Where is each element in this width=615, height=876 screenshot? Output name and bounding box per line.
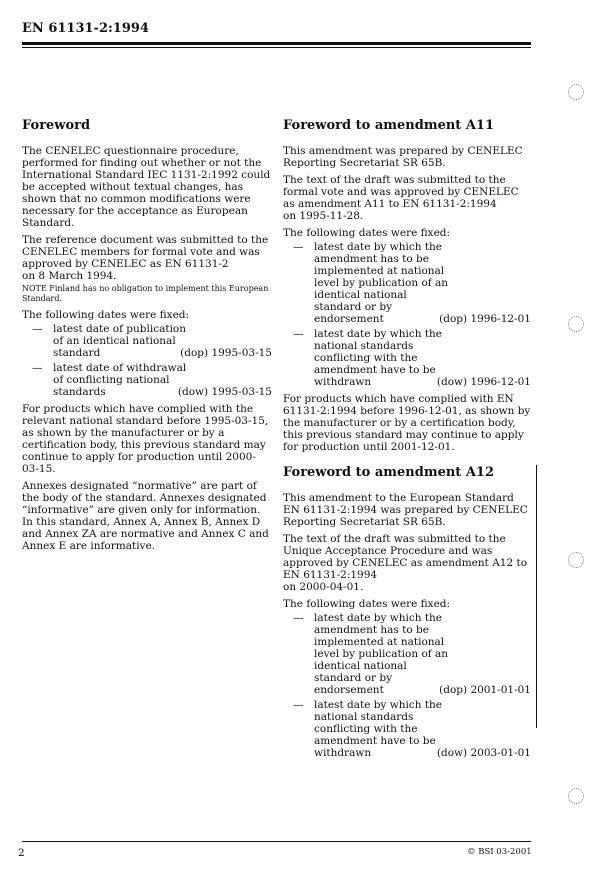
date-text: latest date of withdrawal bbox=[53, 362, 187, 374]
date-text: conflicting with the bbox=[314, 723, 418, 735]
date-item bbox=[283, 612, 531, 696]
date-text: amendment has to be bbox=[314, 624, 429, 636]
date-text: identical national bbox=[314, 660, 407, 672]
a12-paragraph: The text of the draft was submitted to the Unique Acceptance Procedure and was approved by CENELEC as amendment A12 to EN 61131-2:1994 on 2000-04-01. bbox=[283, 533, 528, 593]
date-text: standard or by bbox=[314, 301, 393, 313]
dates-list bbox=[283, 612, 531, 759]
foreword-paragraph: Annexes designated “normative” are part of the body of the standard. Annexes designated “informative” are given only for information. In this standard, Annex A, Annex B, Annex D and Annex ZA are normative and Annex C and Annex E are informative. bbox=[22, 480, 269, 552]
dash: — bbox=[293, 328, 304, 340]
date-text: national standards bbox=[314, 340, 414, 352]
date-item bbox=[283, 328, 531, 388]
date-item bbox=[283, 699, 531, 759]
date-text: standard or by bbox=[314, 672, 393, 684]
a11-title: Foreword to amendment A11 bbox=[283, 118, 495, 133]
date-text: identical national bbox=[314, 289, 407, 301]
date-text: latest date by which the bbox=[314, 612, 443, 624]
date-code: (dow) 2003-01-01 bbox=[436, 747, 531, 759]
date-text: latest date by which the bbox=[314, 241, 443, 253]
date-item bbox=[22, 323, 272, 359]
date-code: (dop) 2001-01-01 bbox=[439, 684, 531, 696]
dash: — bbox=[293, 699, 304, 711]
date-text: level by publication of an bbox=[314, 648, 449, 660]
date-text: standard bbox=[53, 347, 101, 359]
note: NOTE Finland has no obligation to implement this European Standard. bbox=[22, 284, 269, 303]
foreword-paragraph: The reference document was submitted to the CENELEC members for formal vote and was approved by CENELEC as EN 61131-2 on 8 March 1994. bbox=[22, 234, 269, 282]
dates-list bbox=[22, 323, 272, 398]
document-id: EN 61131-2:1994 bbox=[22, 21, 149, 36]
date-text: level by publication of an bbox=[314, 277, 449, 289]
date-text: of conflicting national bbox=[53, 374, 170, 386]
a11-paragraph: For products which have complied with EN 61131-2:1994 before 1996-12-01, as shown by the manufacturer or by a certification body, this previous standard may continue to apply for production until 2001-12-01. bbox=[283, 393, 531, 453]
date-text: latest date of publication bbox=[53, 323, 187, 335]
foreword-paragraph: For products which have complied with the relevant national standard before 1995-03-15, as shown by the manufacturer or by a certification body, this previous standard may continue to apply for production until 2000-03-15. bbox=[22, 403, 269, 475]
a12-section bbox=[283, 465, 531, 759]
date-text: latest date by which the bbox=[314, 328, 443, 340]
date-text: standards bbox=[53, 386, 106, 398]
dates-intro: The following dates were fixed: bbox=[283, 598, 451, 610]
date-text: amendment have to be bbox=[314, 735, 436, 747]
punch-hole-icon bbox=[568, 316, 584, 332]
date-item bbox=[22, 362, 272, 398]
amendments-column bbox=[283, 118, 531, 764]
date-text: endorsement bbox=[314, 684, 384, 696]
punch-hole-icon bbox=[568, 788, 584, 804]
footer-rule bbox=[22, 841, 531, 842]
date-text: amendment has to be bbox=[314, 253, 429, 265]
foreword-title: Foreword bbox=[22, 118, 91, 133]
dates-list bbox=[283, 241, 531, 388]
foreword-column bbox=[22, 118, 272, 557]
dash: — bbox=[293, 612, 304, 624]
date-text: endorsement bbox=[314, 313, 384, 325]
date-item bbox=[283, 241, 531, 325]
dash: — bbox=[293, 241, 304, 253]
date-text: withdrawn bbox=[314, 747, 372, 759]
dash: — bbox=[32, 362, 43, 374]
date-code: (dow) 1996-12-01 bbox=[436, 376, 531, 388]
a11-paragraph: The text of the draft was submitted to the formal vote and was approved by CENELEC as amendment A11 to EN 61131-2:1994 on 1995-11-28. bbox=[283, 174, 519, 222]
page-number: 2 bbox=[18, 847, 25, 859]
date-text: latest date by which the bbox=[314, 699, 443, 711]
dash: — bbox=[32, 323, 43, 335]
date-text: implemented at national bbox=[314, 265, 445, 277]
dates-intro: The following dates were fixed: bbox=[283, 227, 451, 239]
punch-hole-icon bbox=[568, 552, 584, 568]
date-text: of an identical national bbox=[53, 335, 176, 347]
a11-paragraph: This amendment was prepared by CENELEC Reporting Secretariat SR 65B. bbox=[283, 145, 523, 169]
date-text: withdrawn bbox=[314, 376, 372, 388]
date-code: (dow) 1995-03-15 bbox=[177, 386, 272, 398]
date-text: amendment have to be bbox=[314, 364, 436, 376]
copyright: © BSI 03-2001 bbox=[467, 847, 532, 857]
header-rule-thick bbox=[22, 42, 531, 45]
foreword-paragraph: The CENELEC questionnaire procedure, performed for finding out whether or not the International Standard IEC 1131-2:1992 could be accepted without textual changes, has shown that no common modifications were necessary for the acceptance as European Standard. bbox=[22, 145, 271, 229]
a12-title: Foreword to amendment A12 bbox=[283, 465, 495, 480]
dates-intro: The following dates were fixed: bbox=[22, 309, 190, 321]
date-text: implemented at national bbox=[314, 636, 445, 648]
a12-paragraph: This amendment to the European Standard EN 61131-2:1994 was prepared by CENELEC Reporting Secretariat SR 65B. bbox=[283, 492, 528, 528]
header-rule-thin bbox=[22, 47, 531, 48]
date-code: (dop) 1996-12-01 bbox=[439, 313, 531, 325]
change-bar bbox=[536, 465, 537, 728]
punch-hole-icon bbox=[568, 84, 584, 100]
date-text: national standards bbox=[314, 711, 414, 723]
date-text: conflicting with the bbox=[314, 352, 418, 364]
date-code: (dop) 1995-03-15 bbox=[180, 347, 272, 359]
